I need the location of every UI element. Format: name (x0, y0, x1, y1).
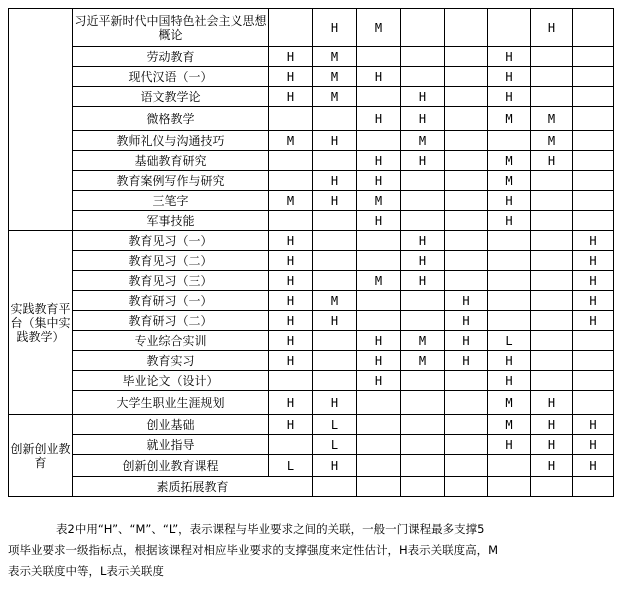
relevance-mark-cell (401, 371, 445, 391)
relevance-mark-cell (357, 291, 401, 311)
relevance-mark-cell (269, 371, 313, 391)
course-name-cell: 军事技能 (73, 211, 269, 231)
relevance-mark-cell (573, 47, 614, 67)
relevance-mark-cell: H (401, 231, 445, 251)
relevance-mark-cell: M (488, 391, 531, 415)
relevance-mark-cell: H (488, 47, 531, 67)
relevance-mark-cell: M (357, 191, 401, 211)
relevance-mark-cell: H (313, 131, 357, 151)
relevance-mark-cell (357, 435, 401, 455)
relevance-mark-cell (357, 391, 401, 415)
table-row (9, 351, 614, 371)
relevance-mark-cell (531, 211, 573, 231)
relevance-mark-cell (269, 9, 313, 47)
relevance-mark-cell: H (488, 87, 531, 107)
relevance-mark-cell: H (401, 107, 445, 131)
relevance-mark-cell (401, 191, 445, 211)
relevance-mark-cell: H (269, 415, 313, 435)
relevance-mark-cell (313, 477, 357, 497)
relevance-mark-cell: M (313, 67, 357, 87)
relevance-mark-cell: H (269, 351, 313, 371)
note-line-3: 表示关联度中等，L表示关联度 (8, 564, 164, 578)
relevance-mark-cell (401, 171, 445, 191)
relevance-mark-cell: H (445, 291, 488, 311)
course-name-cell: 教育见习（二） (73, 251, 269, 271)
relevance-mark-cell (357, 477, 401, 497)
table-row (9, 87, 614, 107)
table-row (9, 331, 614, 351)
course-name-cell: 教师礼仪与沟通技巧 (73, 131, 269, 151)
relevance-mark-cell (488, 9, 531, 47)
relevance-mark-cell: H (488, 191, 531, 211)
table-row (9, 191, 614, 211)
relevance-mark-cell: H (313, 9, 357, 47)
relevance-mark-cell (269, 107, 313, 131)
relevance-mark-cell: H (573, 251, 614, 271)
relevance-mark-cell (357, 311, 401, 331)
relevance-mark-cell: H (269, 67, 313, 87)
relevance-mark-cell (488, 455, 531, 477)
relevance-mark-cell (313, 371, 357, 391)
relevance-mark-cell (573, 371, 614, 391)
relevance-mark-cell (445, 107, 488, 131)
relevance-mark-cell (488, 251, 531, 271)
relevance-mark-cell (573, 171, 614, 191)
relevance-mark-cell: M (269, 191, 313, 211)
relevance-mark-cell: H (445, 331, 488, 351)
platform-group-cell: 创新创业教育 (9, 415, 73, 497)
relevance-mark-cell (401, 477, 445, 497)
relevance-mark-cell: H (357, 211, 401, 231)
relevance-mark-cell: M (488, 171, 531, 191)
platform-group-cell: 实践教育平台（集中实践教学） (9, 231, 73, 415)
relevance-mark-cell: L (313, 415, 357, 435)
relevance-mark-cell (401, 391, 445, 415)
relevance-mark-cell (445, 9, 488, 47)
relevance-mark-cell (401, 311, 445, 331)
relevance-mark-cell: H (573, 415, 614, 435)
table-row (9, 391, 614, 415)
table-row (9, 271, 614, 291)
relevance-mark-cell (269, 211, 313, 231)
relevance-mark-cell: H (269, 47, 313, 67)
relevance-mark-cell (531, 331, 573, 351)
relevance-mark-cell: L (488, 331, 531, 351)
relevance-mark-cell (488, 131, 531, 151)
relevance-mark-cell (531, 271, 573, 291)
relevance-mark-cell (488, 311, 531, 331)
relevance-mark-cell (357, 251, 401, 271)
table-row (9, 371, 614, 391)
relevance-mark-cell: M (531, 131, 573, 151)
relevance-mark-cell (531, 47, 573, 67)
course-name-cell: 教育研习（二） (73, 311, 269, 331)
relevance-mark-cell: M (357, 9, 401, 47)
relevance-mark-cell (401, 415, 445, 435)
course-name-cell: 教育见习（一） (73, 231, 269, 251)
relevance-mark-cell: H (531, 391, 573, 415)
relevance-mark-cell: M (269, 131, 313, 151)
relevance-mark-cell (445, 415, 488, 435)
relevance-mark-cell (313, 151, 357, 171)
course-name-cell: 专业综合实训 (73, 331, 269, 351)
course-name-cell: 微格教学 (73, 107, 269, 131)
relevance-mark-cell: H (313, 191, 357, 211)
relevance-mark-cell (531, 231, 573, 251)
relevance-mark-cell (531, 291, 573, 311)
relevance-mark-cell: M (313, 47, 357, 67)
relevance-mark-cell (573, 107, 614, 131)
relevance-mark-cell (573, 87, 614, 107)
course-name-cell: 毕业论文（设计） (73, 371, 269, 391)
relevance-mark-cell: M (531, 107, 573, 131)
relevance-mark-cell (401, 455, 445, 477)
relevance-mark-cell (401, 211, 445, 231)
relevance-mark-cell (313, 251, 357, 271)
table-row (9, 107, 614, 131)
relevance-mark-cell: M (401, 351, 445, 371)
relevance-mark-cell: H (269, 331, 313, 351)
relevance-mark-cell (531, 87, 573, 107)
relevance-mark-cell (401, 47, 445, 67)
relevance-mark-cell: H (357, 67, 401, 87)
table-row (9, 311, 614, 331)
relevance-mark-cell: M (488, 107, 531, 131)
course-name-cell: 三笔字 (73, 191, 269, 211)
relevance-mark-cell (313, 107, 357, 131)
relevance-mark-cell: M (401, 331, 445, 351)
relevance-mark-cell (313, 331, 357, 351)
relevance-mark-cell (573, 191, 614, 211)
course-name-cell: 素质拓展教育 (73, 477, 313, 497)
relevance-mark-cell: H (531, 455, 573, 477)
relevance-mark-cell: M (313, 291, 357, 311)
course-name-cell: 教育实习 (73, 351, 269, 371)
relevance-mark-cell: H (357, 107, 401, 131)
relevance-mark-cell: M (313, 87, 357, 107)
relevance-mark-cell: H (488, 211, 531, 231)
relevance-mark-cell (573, 67, 614, 87)
table-note (8, 519, 605, 582)
relevance-mark-cell (531, 351, 573, 371)
course-name-cell: 创新创业教育课程 (73, 455, 269, 477)
table-row (9, 67, 614, 87)
relevance-mark-cell: M (401, 131, 445, 151)
relevance-mark-cell (445, 251, 488, 271)
relevance-mark-cell: H (269, 391, 313, 415)
table-row (9, 415, 614, 435)
relevance-mark-cell: H (573, 455, 614, 477)
relevance-mark-cell (573, 9, 614, 47)
relevance-mark-cell: H (269, 231, 313, 251)
relevance-mark-cell: H (573, 435, 614, 455)
table-row (9, 231, 614, 251)
relevance-mark-cell (357, 47, 401, 67)
relevance-mark-cell (488, 231, 531, 251)
relevance-mark-cell (488, 291, 531, 311)
course-requirement-matrix (8, 8, 614, 497)
relevance-mark-cell (573, 391, 614, 415)
relevance-mark-cell: H (401, 251, 445, 271)
relevance-mark-cell (313, 211, 357, 231)
relevance-mark-cell: H (313, 171, 357, 191)
relevance-mark-cell (445, 455, 488, 477)
relevance-mark-cell: H (573, 311, 614, 331)
relevance-mark-cell (488, 477, 531, 497)
relevance-mark-cell (531, 371, 573, 391)
relevance-mark-cell: H (531, 151, 573, 171)
relevance-mark-cell (445, 151, 488, 171)
relevance-mark-cell (573, 151, 614, 171)
relevance-mark-cell: H (401, 87, 445, 107)
relevance-mark-cell (445, 211, 488, 231)
relevance-mark-cell: H (357, 151, 401, 171)
relevance-mark-cell: H (401, 151, 445, 171)
relevance-mark-cell (531, 251, 573, 271)
relevance-mark-cell (357, 131, 401, 151)
relevance-mark-cell (445, 477, 488, 497)
relevance-mark-cell (445, 435, 488, 455)
relevance-mark-cell (445, 191, 488, 211)
relevance-mark-cell: M (488, 151, 531, 171)
relevance-mark-cell (357, 231, 401, 251)
relevance-mark-cell (313, 231, 357, 251)
relevance-mark-cell (488, 271, 531, 291)
relevance-mark-cell (445, 231, 488, 251)
relevance-mark-cell (531, 171, 573, 191)
relevance-mark-cell (531, 67, 573, 87)
relevance-mark-cell (445, 131, 488, 151)
course-name-cell: 大学生职业生涯规划 (73, 391, 269, 415)
relevance-mark-cell (445, 171, 488, 191)
table-row (9, 477, 614, 497)
relevance-mark-cell: H (488, 371, 531, 391)
relevance-mark-cell: H (357, 171, 401, 191)
relevance-mark-cell: H (488, 435, 531, 455)
course-name-cell: 语文教学论 (73, 87, 269, 107)
relevance-mark-cell: H (573, 231, 614, 251)
relevance-mark-cell (573, 331, 614, 351)
note-line-2: 项毕业要求一级指标点，根据该课程对相应毕业要求的支撑强度来定性估计，H表示关联度高，M (8, 543, 499, 557)
table-row (9, 211, 614, 231)
relevance-mark-cell: M (357, 271, 401, 291)
relevance-mark-cell: H (488, 67, 531, 87)
relevance-mark-cell: H (269, 271, 313, 291)
relevance-mark-cell: H (313, 391, 357, 415)
relevance-mark-cell (401, 291, 445, 311)
relevance-mark-cell (401, 67, 445, 87)
relevance-mark-cell: H (269, 311, 313, 331)
course-name-cell: 教育研习（一） (73, 291, 269, 311)
table-row (9, 9, 614, 47)
relevance-mark-cell: H (269, 291, 313, 311)
relevance-mark-cell (445, 67, 488, 87)
relevance-mark-cell (531, 191, 573, 211)
relevance-mark-cell: H (269, 87, 313, 107)
relevance-mark-cell (445, 391, 488, 415)
relevance-mark-cell: M (488, 415, 531, 435)
note-line-1: 表2中用“H”、“M”、“L”，表示课程与毕业要求之间的关联，一般一门课程最多支撑5 (56, 522, 485, 536)
course-name-cell: 教育见习（三） (73, 271, 269, 291)
relevance-mark-cell: H (313, 311, 357, 331)
relevance-mark-cell: H (531, 9, 573, 47)
course-name-cell: 现代汉语（一） (73, 67, 269, 87)
table-row (9, 251, 614, 271)
relevance-mark-cell: H (573, 271, 614, 291)
relevance-mark-cell (573, 131, 614, 151)
relevance-mark-cell (269, 171, 313, 191)
course-name-cell: 教育案例写作与研究 (73, 171, 269, 191)
relevance-mark-cell (531, 311, 573, 331)
relevance-mark-cell (573, 351, 614, 371)
relevance-mark-cell (531, 477, 573, 497)
relevance-mark-cell: H (573, 291, 614, 311)
relevance-mark-cell (357, 455, 401, 477)
table-row (9, 47, 614, 67)
course-name-cell: 基础教育研究 (73, 151, 269, 171)
relevance-mark-cell (269, 435, 313, 455)
table-row (9, 435, 614, 455)
relevance-mark-cell (445, 87, 488, 107)
platform-group-cell (9, 9, 73, 231)
relevance-mark-cell: H (357, 331, 401, 351)
table-row (9, 171, 614, 191)
relevance-mark-cell: H (531, 435, 573, 455)
relevance-mark-cell: H (269, 251, 313, 271)
course-name-cell: 创业基础 (73, 415, 269, 435)
relevance-mark-cell: H (488, 351, 531, 371)
relevance-mark-cell: L (269, 455, 313, 477)
course-name-cell: 就业指导 (73, 435, 269, 455)
relevance-mark-cell (401, 9, 445, 47)
relevance-mark-cell: H (401, 271, 445, 291)
relevance-mark-cell (445, 47, 488, 67)
relevance-mark-cell: H (445, 351, 488, 371)
course-name-cell: 习近平新时代中国特色社会主义思想概论 (73, 9, 269, 47)
relevance-mark-cell: L (313, 435, 357, 455)
relevance-mark-cell: H (531, 415, 573, 435)
relevance-mark-cell (269, 151, 313, 171)
course-name-cell: 劳动教育 (73, 47, 269, 67)
table-row (9, 455, 614, 477)
relevance-mark-cell (573, 211, 614, 231)
table-row (9, 151, 614, 171)
relevance-mark-cell (357, 415, 401, 435)
relevance-mark-cell (313, 271, 357, 291)
table-row (9, 131, 614, 151)
relevance-mark-cell: H (313, 455, 357, 477)
relevance-mark-cell (445, 271, 488, 291)
table-row (9, 291, 614, 311)
relevance-mark-cell: H (357, 351, 401, 371)
relevance-mark-cell (313, 351, 357, 371)
relevance-mark-cell: H (357, 371, 401, 391)
relevance-mark-cell (401, 435, 445, 455)
relevance-mark-cell (445, 371, 488, 391)
relevance-mark-cell (357, 87, 401, 107)
relevance-mark-cell: H (445, 311, 488, 331)
relevance-mark-cell (573, 477, 614, 497)
